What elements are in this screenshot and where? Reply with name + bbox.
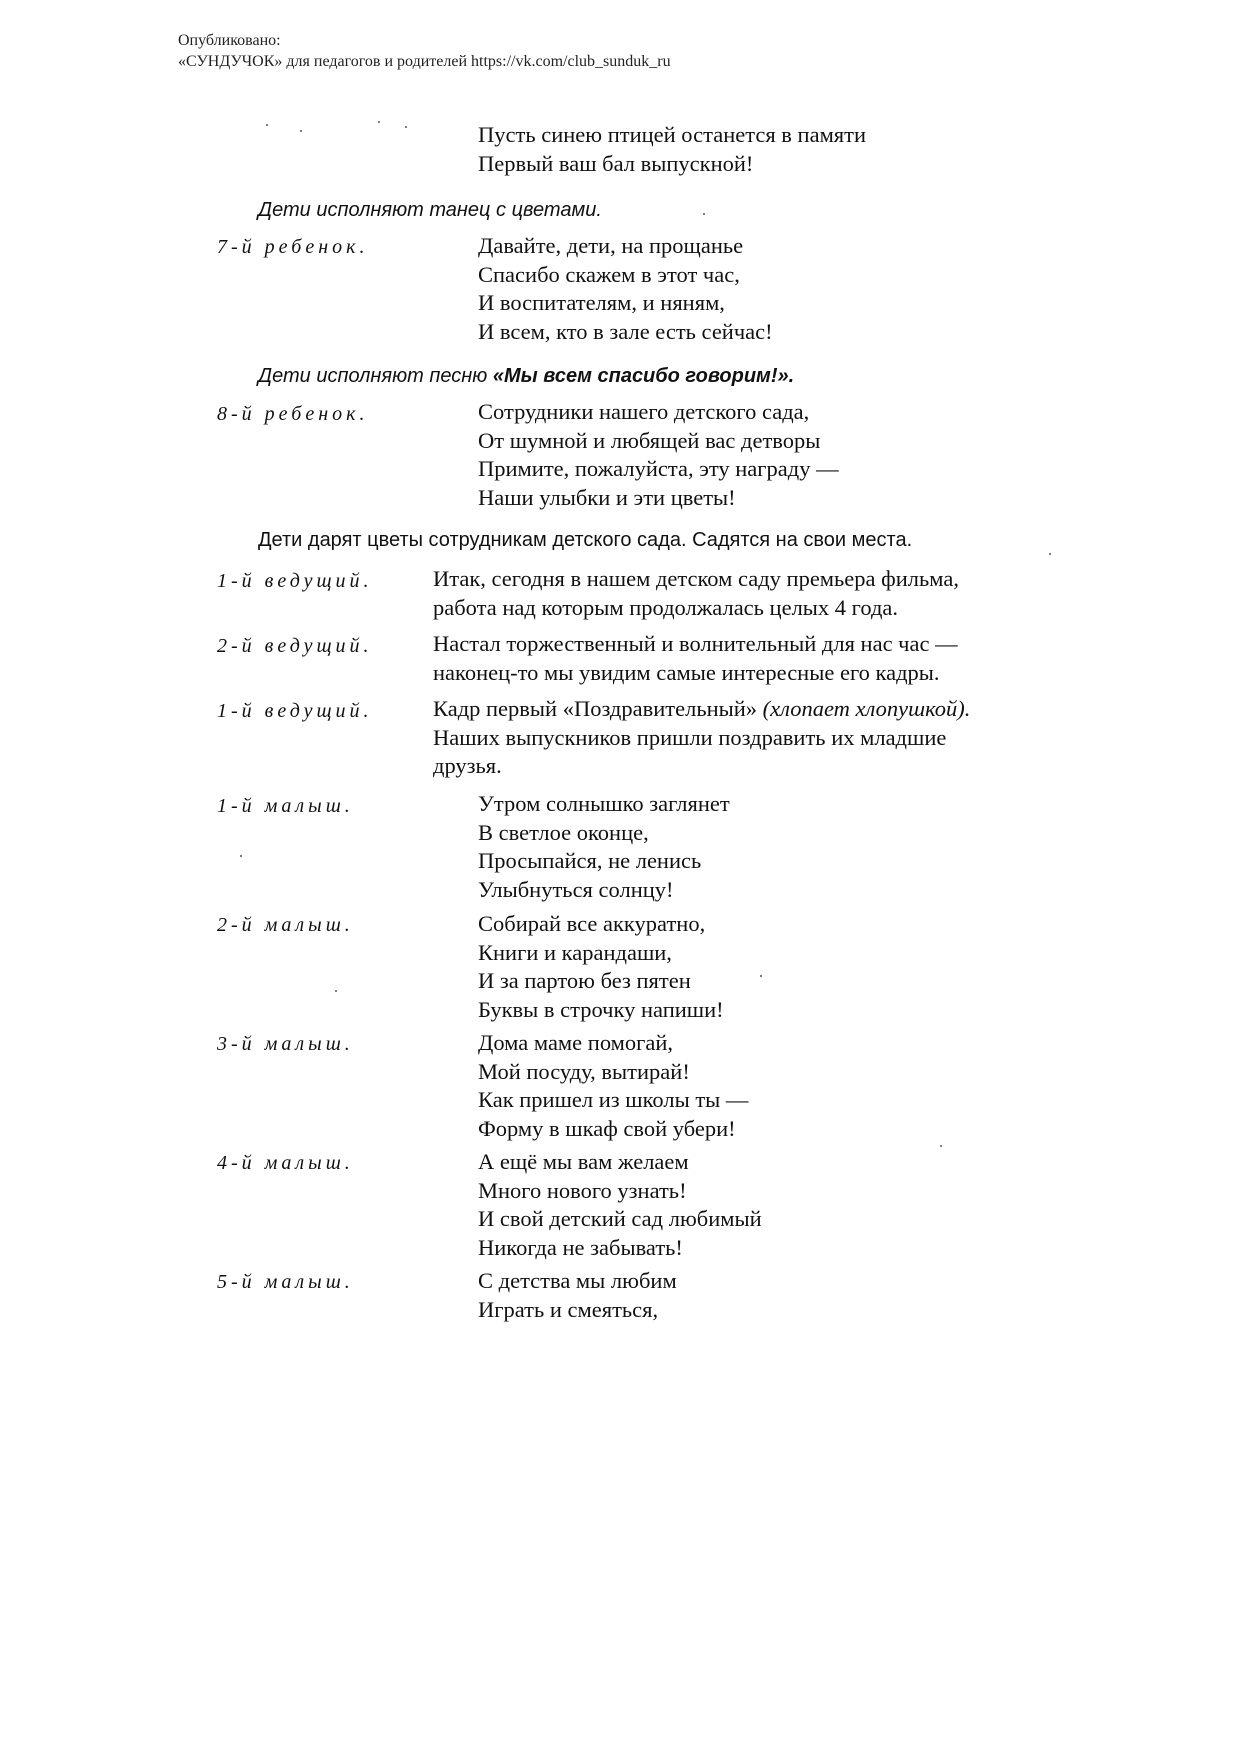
host-1-frame-speech xyxy=(433,695,1045,781)
speaker-kid-3: 3-й малыш. xyxy=(217,1033,354,1055)
speaker-kid-1: 1-й малыш. xyxy=(217,795,354,817)
scan-speck xyxy=(760,975,762,977)
kid-3-verse xyxy=(478,1029,748,1143)
speech-line: работа над которым продолжалась целых 4 года. xyxy=(433,594,899,620)
verse-line: И за партою без пятен xyxy=(478,968,691,993)
verse-line: Форму в шкаф свой убери! xyxy=(478,1115,736,1141)
verse-line: Играть и смеяться, xyxy=(478,1296,659,1322)
scan-speck xyxy=(300,130,302,132)
verse-line: Давайте, дети, на прощанье xyxy=(478,233,744,258)
verse-line: Дома маме помогай, xyxy=(478,1030,674,1055)
publication-header xyxy=(178,30,671,72)
intro-verse xyxy=(478,121,866,178)
kid-2-verse xyxy=(478,910,724,1024)
speech-line: Настал торжественный и волнительный для нас час — xyxy=(433,631,958,656)
verse-line: Никогда не забывать! xyxy=(478,1234,683,1260)
verse-line: Буквы в строчку напиши! xyxy=(478,996,724,1022)
frame-title: Кадр первый «Поздравительный» xyxy=(433,696,763,721)
speaker-host-2: 2-й ведущий. xyxy=(217,635,373,657)
child-7-verse xyxy=(478,232,773,346)
verse-line: И всем, кто в зале есть сейчас! xyxy=(478,318,773,344)
verse-line: В светлое оконце, xyxy=(478,819,649,845)
speaker-child-7: 7-й ребенок. xyxy=(217,236,369,258)
speaker-host-1: 1-й ведущий. xyxy=(217,570,373,592)
speech-line: друзья. xyxy=(433,753,502,778)
verse-line: А ещё мы вам желаем xyxy=(478,1149,689,1174)
scan-speck xyxy=(405,126,407,128)
verse-line: И воспитателям, и няням, xyxy=(478,290,725,315)
verse-line: Книги и карандаши, xyxy=(478,939,672,965)
verse-line: Много нового узнать! xyxy=(478,1177,687,1203)
speaker-kid-2: 2-й малыш. xyxy=(217,914,354,936)
verse-line: Мой посуду, вытирай! xyxy=(478,1058,690,1084)
stage-direction-dance: Дети исполняют танец с цветами. xyxy=(258,199,602,221)
header-published-label: Опубликовано: xyxy=(178,32,281,49)
verse-line: Спасибо скажем в этот час, xyxy=(478,261,740,287)
verse-line: Просыпайся, не ленись xyxy=(478,848,702,873)
verse-line: И свой детский сад любимый xyxy=(478,1206,762,1231)
verse-line: Сотрудники нашего детского сада, xyxy=(478,399,810,424)
speaker-host-1-again: 1-й ведущий. xyxy=(217,700,373,722)
verse-line: Первый ваш бал выпускной! xyxy=(478,150,754,176)
speech-line xyxy=(433,695,1045,724)
scan-speck xyxy=(703,213,705,215)
host-2-speech xyxy=(433,630,1045,687)
verse-line: Собирай все аккуратно, xyxy=(478,911,706,936)
kid-4-verse xyxy=(478,1148,762,1262)
verse-line: Пусть синею птицей останется в памяти xyxy=(478,122,867,147)
header-source-line: «СУНДУЧОК» для педагогов и родителей https://vk.com/club_sunduk_ru xyxy=(178,53,671,70)
verse-line: Утром солнышко заглянет xyxy=(478,791,730,816)
scan-speck xyxy=(335,990,337,992)
child-8-verse xyxy=(478,398,839,512)
verse-line: Наши улыбки и эти цветы! xyxy=(478,484,736,510)
speech-line: Итак, сегодня в нашем детском саду премьера фильма, xyxy=(433,566,959,591)
stage-song-prefix: Дети исполняют песню xyxy=(258,365,493,387)
speaker-kid-4: 4-й малыш. xyxy=(217,1152,354,1174)
verse-line: Примите, пожалуйста, эту награду — xyxy=(478,456,839,481)
scan-speck xyxy=(1049,553,1051,555)
speaker-child-8: 8-й ребенок. xyxy=(217,403,369,425)
scan-speck xyxy=(266,124,268,126)
stage-direction-flowers: Дети дарят цветы сотрудникам детского сада. Садятся на свои места. xyxy=(258,529,913,551)
verse-line: От шумной и любящей вас детворы xyxy=(478,427,821,453)
speaker-kid-5: 5-й малыш. xyxy=(217,1271,354,1293)
verse-line: Улыбнуться солнцу! xyxy=(478,876,674,902)
speech-line: наконец-то мы увидим самые интересные его кадры. xyxy=(433,659,940,685)
scan-speck xyxy=(940,1145,942,1147)
song-title: «Мы всем спасибо говорим!». xyxy=(492,365,795,387)
verse-line: Как пришел из школы ты — xyxy=(478,1087,749,1112)
stage-direction-song xyxy=(258,365,794,388)
kid-5-verse xyxy=(478,1267,677,1324)
scan-speck xyxy=(240,855,242,857)
speech-line: Наших выпускников пришли поздравить их младшие xyxy=(433,724,947,750)
scan-speck xyxy=(378,121,380,123)
kid-1-verse xyxy=(478,790,730,904)
host-1-speech xyxy=(433,565,1045,622)
verse-line: С детства мы любим xyxy=(478,1268,677,1293)
stage-remark: (хлопает хлопушкой). xyxy=(762,696,971,721)
